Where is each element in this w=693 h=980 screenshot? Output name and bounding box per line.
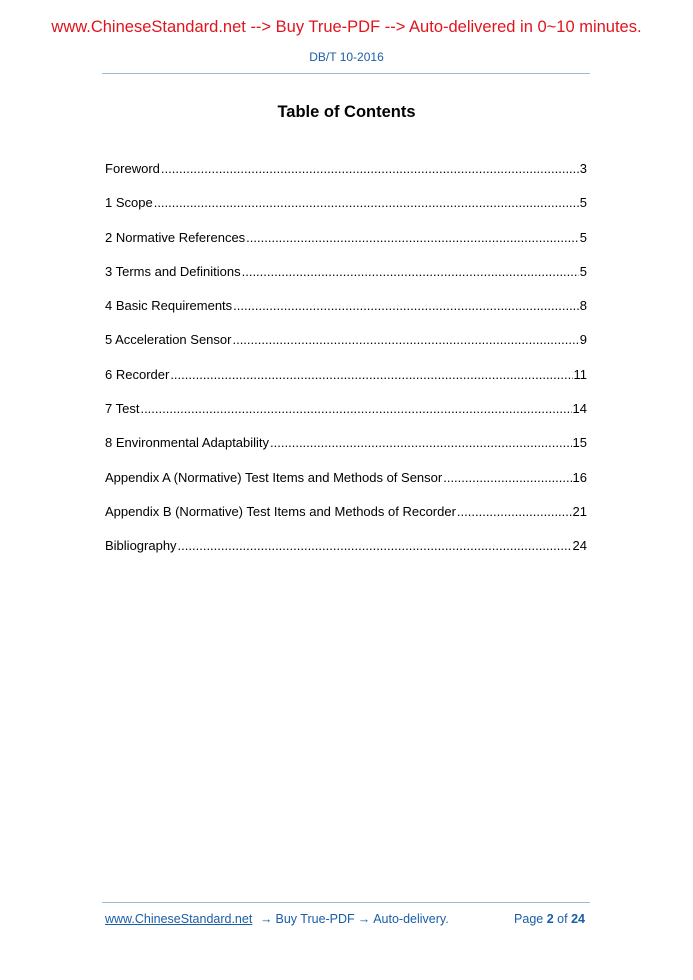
toc-title: Table of Contents: [277, 103, 416, 121]
toc-leader-dots: [178, 538, 572, 553]
toc-entry-label: 8 Environmental Adaptability: [105, 435, 270, 451]
toc-entry-page: 14: [572, 401, 587, 417]
footer-delivery-text: Auto-delivery.: [373, 912, 449, 926]
toc-entry-label: Appendix B (Normative) Test Items and Methods of Recorder: [105, 503, 456, 519]
toc-entry-page: 5: [579, 263, 587, 279]
toc-entry-label: 1 Scope: [105, 195, 153, 211]
toc-entry-page: 15: [572, 435, 587, 451]
page-of: of: [557, 912, 568, 926]
footer-site-link[interactable]: www.ChineseStandard.net: [105, 912, 253, 926]
toc-entry-label: 4 Basic Requirements: [105, 298, 233, 314]
toc-entry-foreword[interactable]: [105, 161, 587, 195]
page-current: 2: [546, 912, 554, 926]
toc-entry-page: 9: [579, 332, 587, 348]
toc-entry-test[interactable]: [105, 401, 587, 435]
toc-entry-appendix-a[interactable]: [105, 470, 587, 504]
arrow-right-icon: →: [357, 912, 371, 926]
toc-entry-label: Appendix A (Normative) Test Items and Methods of Sensor: [105, 469, 443, 485]
toc-entry-acceleration-sensor[interactable]: [105, 332, 587, 366]
page-indicator: [514, 912, 585, 926]
toc-entry-basic-requirements[interactable]: [105, 298, 587, 332]
toc-entry-page: 24: [572, 538, 587, 554]
toc-leader-dots: [242, 264, 579, 279]
toc-entry-bibliography[interactable]: [105, 538, 587, 572]
toc-entry-page: 21: [572, 503, 587, 519]
toc-entry-page: 11: [573, 366, 587, 382]
toc-leader-dots: [233, 298, 579, 313]
toc-entry-terms-definitions[interactable]: [105, 264, 587, 298]
toc-leader-dots: [443, 470, 571, 485]
footer-buy-info: [257, 912, 449, 926]
toc-entry-label: 2 Normative References: [105, 229, 246, 245]
toc-entry-scope[interactable]: [105, 195, 587, 229]
toc-leader-dots: [140, 401, 571, 416]
toc-entry-recorder[interactable]: [105, 367, 587, 401]
toc-entry-label: Bibliography: [105, 538, 177, 554]
document-code: DB/T 10-2016: [309, 50, 384, 64]
footer-buy-text: Buy True-PDF: [275, 912, 355, 926]
toc-entry-label: 7 Test: [105, 401, 140, 417]
toc-entry-normative-references[interactable]: [105, 230, 587, 264]
toc-entry-environmental-adaptability[interactable]: [105, 435, 587, 469]
toc-leader-dots: [232, 332, 578, 347]
toc-entry-page: 8: [579, 298, 587, 314]
toc-entry-page: 3: [579, 161, 587, 176]
promo-banner[interactable]: www.ChineseStandard.net --> Buy True-PDF --> Auto-delivered in 0~10 minutes.: [51, 18, 642, 36]
toc-entry-label: 5 Acceleration Sensor: [105, 332, 232, 348]
toc-leader-dots: [170, 367, 572, 382]
page-word: Page: [514, 912, 544, 926]
toc-entry-label: 6 Recorder: [105, 366, 170, 382]
toc-leader-dots: [270, 435, 571, 450]
arrow-right-icon: →: [260, 912, 273, 926]
toc-leader-dots: [161, 161, 579, 176]
toc-entry-page: 5: [579, 229, 587, 245]
page-total: 24: [571, 912, 585, 926]
toc-entry-label: Foreword: [105, 161, 160, 176]
toc-leader-dots: [246, 230, 579, 245]
toc-entry-label: 3 Terms and Definitions: [105, 263, 241, 279]
toc-entry-appendix-b[interactable]: [105, 504, 587, 538]
toc-entry-page: 16: [572, 469, 587, 485]
toc-list: [105, 161, 587, 573]
footer-divider: [102, 902, 590, 903]
header-divider: [102, 73, 590, 74]
toc-entry-page: 5: [579, 195, 587, 211]
toc-leader-dots: [154, 195, 579, 210]
toc-leader-dots: [457, 504, 572, 519]
